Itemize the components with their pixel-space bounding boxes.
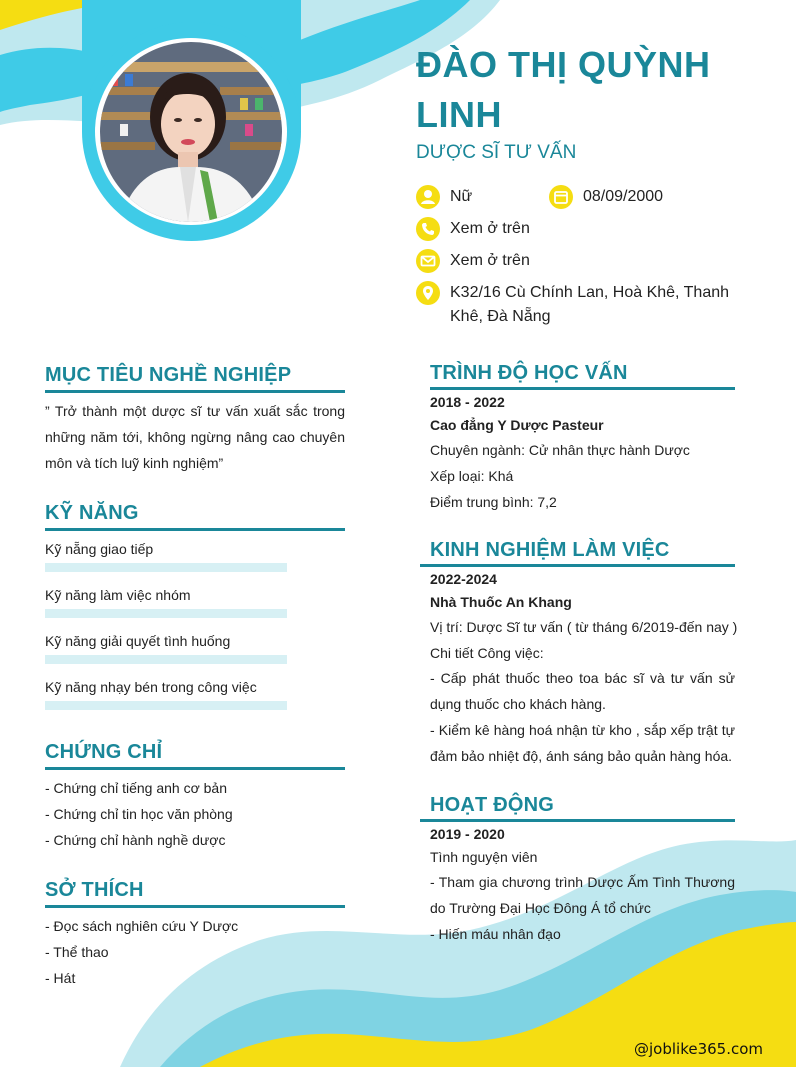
- experience-position: Vị trí: Dược Sĩ tư vấn ( từ tháng 6/2019-đến nay ): [430, 619, 738, 635]
- skill-bar: [45, 563, 287, 572]
- experience-rule: [420, 564, 735, 567]
- phone-value: Xem ở trên: [450, 220, 530, 237]
- skill-fill: [45, 655, 287, 664]
- education-school: Cao đẳng Y Dược Pasteur: [430, 417, 604, 433]
- hobby-item: - Hát: [45, 970, 76, 986]
- experience-detail: - Kiểm kê hàng hoá nhận từ kho , sắp xếp trật tự đảm bảo nhiệt độ, ánh sáng bảo quản hàng hóa.: [430, 722, 735, 764]
- candidate-role: DƯỢC SĨ TƯ VẤN: [416, 142, 577, 163]
- location-icon: [416, 281, 440, 305]
- skill-bar: [45, 609, 287, 618]
- objective-title: MỤC TIÊU NGHỀ NGHIỆP: [45, 364, 292, 386]
- activities-role: Tình nguyện viên: [430, 849, 538, 865]
- activities-title: HOẠT ĐỘNG: [430, 794, 555, 816]
- skill-bar: [45, 701, 287, 710]
- mail-icon: [416, 249, 440, 273]
- education-period: 2018 - 2022: [430, 394, 505, 410]
- person-icon: [416, 185, 440, 209]
- objective-text: ” Trở thành một dược sĩ tư vấn xuất sắc trong những năm tới, không ngừng nâng cao chuyên môn và tích luỹ kinh nghiệm”: [45, 403, 345, 471]
- objective-rule: [45, 390, 345, 393]
- address-value: K32/16 Cù Chính Lan, Hoà Khê, Thanh Khê, Đà Nẵng: [450, 284, 730, 325]
- skill-label: Kỹ nẵng giao tiếp: [45, 541, 154, 557]
- education-gpa: Điểm trung bình: 7,2: [430, 494, 557, 510]
- hobby-item: - Đọc sách nghiên cứu Y Dược: [45, 918, 239, 934]
- skill-label: Kỹ năng giải quyết tình huống: [45, 633, 231, 649]
- birthday-value: 08/09/2000: [583, 188, 664, 205]
- activities-detail: - Tham gia chương trình Dược Ấm Tình Thương do Trường Đại Học Đông Á tổ chức: [430, 874, 735, 916]
- hobby-item: - Thể thao: [45, 944, 109, 960]
- education-rule: [430, 387, 735, 390]
- skill-label: Kỹ năng nhạy bén trong công việc: [45, 679, 257, 695]
- info-address: [416, 281, 766, 329]
- info-birthday: [549, 185, 663, 209]
- experience-company: Nhà Thuốc An Khang: [430, 594, 572, 610]
- education-rank: Xếp loại: Khá: [430, 468, 514, 484]
- calendar-icon: [549, 185, 573, 209]
- skill-fill: [45, 609, 287, 618]
- info-phone: [416, 217, 530, 241]
- activities-detail: - Hiến máu nhân đạo: [430, 926, 561, 942]
- certificate-item: - Chứng chỉ tiếng anh cơ bản: [45, 780, 227, 796]
- certificates-rule: [45, 767, 345, 770]
- activities-period: 2019 - 2020: [430, 826, 505, 842]
- email-value: Xem ở trên: [450, 252, 530, 269]
- experience-title: KINH NGHIỆM LÀM VIỆC: [430, 539, 670, 561]
- skills-rule: [45, 528, 345, 531]
- experience-details-label: Chi tiết Công việc:: [430, 645, 544, 661]
- info-email: [416, 249, 530, 273]
- experience-detail: - Cấp phát thuốc theo toa bác sĩ và tư vấn sử dụng thuốc cho khách hàng.: [430, 670, 735, 712]
- activities-rule: [420, 819, 735, 822]
- hobbies-rule: [45, 905, 345, 908]
- certificate-item: - Chứng chỉ tin học văn phòng: [45, 806, 233, 822]
- info-gender: [416, 185, 472, 209]
- skills-title: KỸ NĂNG: [45, 502, 139, 524]
- education-title: TRÌNH ĐỘ HỌC VẤN: [430, 362, 628, 384]
- certificate-item: - Chứng chỉ hành nghề dược: [45, 832, 226, 848]
- watermark-link[interactable]: @joblike365.com: [634, 1040, 764, 1058]
- education-major: Chuyên ngành: Cử nhân thực hành Dược: [430, 442, 690, 458]
- gender-value: Nữ: [450, 188, 473, 205]
- certificates-title: CHỨNG CHỈ: [45, 741, 163, 763]
- skill-fill: [45, 701, 287, 710]
- candidate-name: ĐÀO THỊ QUỲNH LINH: [416, 44, 711, 135]
- skill-bar: [45, 655, 287, 664]
- phone-icon: [416, 217, 440, 241]
- experience-period: 2022-2024: [430, 571, 497, 587]
- hobbies-title: SỞ THÍCH: [45, 879, 144, 901]
- skill-fill: [45, 563, 287, 572]
- skill-label: Kỹ năng làm việc nhóm: [45, 587, 191, 603]
